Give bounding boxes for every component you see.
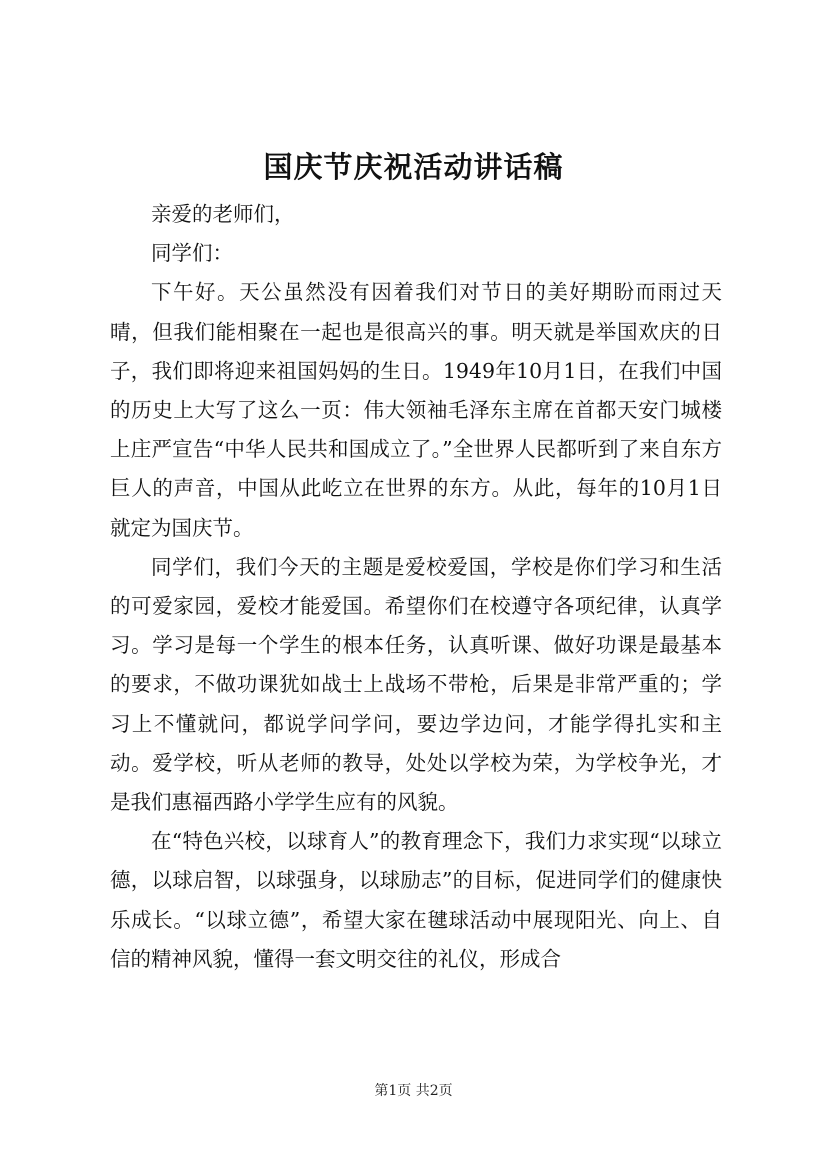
greeting-line-2: 同学们：: [151, 241, 233, 266]
greeting-line-1: 亲爱的老师们，: [151, 202, 295, 226]
document-title: 国庆节庆祝活动讲话稿: [263, 150, 564, 184]
page-footer: 第1页 共2页: [374, 1083, 453, 1099]
document-body: [110, 195, 722, 979]
paragraph-1: 下午好。天公虽然没有因着我们对节日的美好期盼而雨过天晴，但我们能相聚在一起也是很高兴的事。明天就是举国欢庆的日子，我们即将迎来祖国妈妈的生日。1949年10月1日，在我们中国的历史上大写了这么一页：伟大领袖毛泽东主席在首都天安门城楼上庄严宣告“中华人民共和国成立了。”全世界人民都听到了来自东方巨人的声音，中国从此屹立在世界的东方。从此，每年的10月1日就定为国庆节。: [110, 280, 722, 540]
paragraph-3: 在“特色兴校，以球育人”的教育理念下，我们力求实现“以球立德，以球启智，以球强身，以球励志”的目标，促进同学们的健康快乐成长。“以球立德”，希望大家在毽球活动中展现阳光、向上、自信的精神风貌，懂得一套文明交往的礼仪，形成合: [110, 829, 722, 971]
paragraph-2: 同学们，我们今天的主题是爱校爱国，学校是你们学习和生活的可爱家园，爱校才能爱国。希望你们在校遵守各项纪律，认真学习。学习是每一个学生的根本任务，认真听课、做好功课是最基本的要求，不做功课犹如战士上战场不带枪，后果是非常严重的；学习上不懂就问，都说学问学问，要边学边问，才能学得扎实和主动。爱学校，听从老师的教导，处处以学校为荣，为学校争光，才是我们惠福西路小学学生应有的风貌。: [110, 554, 722, 815]
